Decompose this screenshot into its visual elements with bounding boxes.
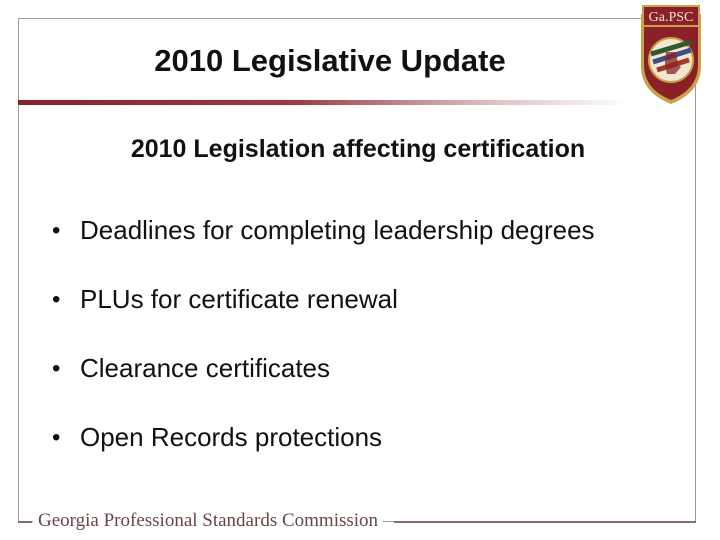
bullet-item: [52, 350, 692, 387]
bullet-item: [52, 212, 692, 249]
bullet-list: [52, 212, 692, 488]
bullet-dot-icon: •: [52, 285, 61, 313]
bullet-item: [52, 419, 692, 456]
slide-footer: [18, 508, 696, 534]
bullet-text: PLUs for certificate renewal: [80, 284, 398, 314]
slide-title: 2010 Legislative Update: [154, 43, 506, 78]
bullet-dot-icon: •: [52, 216, 61, 244]
bullet-item: [52, 281, 692, 318]
gapsc-shield-logo: [637, 4, 705, 106]
logo-text: Ga.PSC: [648, 10, 694, 25]
bullet-text: Deadlines for completing leadership degrees: [80, 215, 595, 245]
title-divider: [18, 100, 630, 105]
bullet-dot-icon: •: [52, 423, 61, 451]
footer-rule-right: [394, 521, 696, 523]
bullet-text: Clearance certificates: [80, 353, 330, 383]
slide-subtitle: 2010 Legislation affecting certification: [130, 135, 586, 163]
bullet-dot-icon: •: [52, 354, 61, 382]
footer-text: Georgia Professional Standards Commission: [33, 508, 383, 534]
bullet-text: Open Records protections: [80, 422, 383, 452]
footer-rule-left: [18, 521, 32, 523]
